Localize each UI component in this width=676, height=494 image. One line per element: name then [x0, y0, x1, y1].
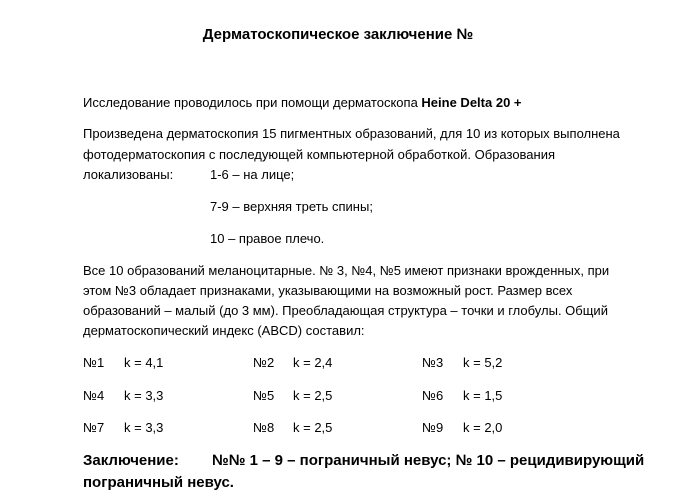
index-value: k = 4,1 — [124, 355, 164, 370]
index-number: №6 — [422, 388, 444, 403]
document-title: Дерматоскопическое заключение № — [202, 26, 474, 43]
index-number: №4 — [83, 388, 105, 403]
location-item: 10 – правое плечо. — [210, 231, 325, 246]
paragraph-3-line-2: этом №3 обладает признаками, указывающими на возможный рост. Размер всех — [83, 283, 573, 298]
paragraph-2-line-1: Произведена дерматоскопия 15 пигментных образований, для 10 из которых выполнена — [83, 126, 620, 141]
location-item: 1-6 – на лице; — [210, 167, 295, 182]
paragraph-3-line-4: дерматоскопический индекс (ABCD) составил: — [83, 323, 365, 338]
conclusion-line-2: пограничный невус. — [83, 474, 234, 491]
index-number: №8 — [253, 420, 275, 435]
paragraph-3-line-3: образований – малый (до 3 мм). Преобладающая структура – точки и глобулы. Общий — [83, 303, 608, 318]
conclusion-text: №№ 1 – 9 – пограничный невус; № 10 – рецидивирующий — [212, 452, 645, 469]
method-text: Исследование проводилось при помощи дерматоскопа — [83, 95, 422, 110]
index-number: №5 — [253, 388, 275, 403]
index-value: k = 2,5 — [293, 420, 333, 435]
index-value: k = 3,3 — [124, 420, 164, 435]
index-value: k = 5,2 — [463, 355, 503, 370]
paragraph-2-line-2: фотодерматоскопия с последующей компьютерной обработкой. Образования — [83, 147, 556, 162]
location-item: 7-9 – верхняя треть спины; — [210, 199, 373, 214]
index-number: №9 — [422, 420, 444, 435]
index-value: k = 1,5 — [463, 388, 503, 403]
index-number: №3 — [422, 355, 444, 370]
device-name: Heine Delta 20 + — [421, 95, 522, 110]
index-number: №7 — [83, 420, 105, 435]
conclusion-label: Заключение: — [83, 452, 179, 469]
index-number: №2 — [253, 355, 275, 370]
localized-label: локализованы: — [83, 167, 174, 182]
paragraph-3-line-1: Все 10 образований меланоцитарные. № 3, №4, №5 имеют признаки врожденных, при — [83, 263, 610, 278]
method-line — [83, 95, 522, 110]
index-number: №1 — [83, 355, 105, 370]
index-value: k = 2,4 — [293, 355, 333, 370]
index-value: k = 2,5 — [293, 388, 333, 403]
index-value: k = 2,0 — [463, 420, 503, 435]
index-value: k = 3,3 — [124, 388, 164, 403]
